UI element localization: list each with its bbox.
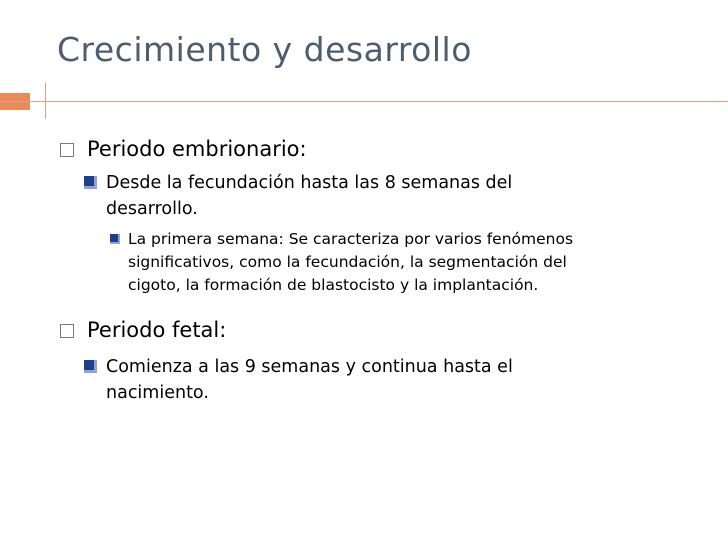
small-square-bullet-icon	[110, 234, 120, 244]
slide-title: Crecimiento y desarrollo	[57, 30, 472, 69]
bullet-item-level3	[110, 228, 573, 297]
bullet-item-level2	[84, 354, 513, 406]
bullet-item-level2	[84, 170, 512, 222]
bullet-text: Periodo embrionario:	[87, 137, 307, 161]
bullet-item-level1	[60, 135, 307, 163]
bullet-text: Desde la fecundación hasta las 8 semanas del desarrollo.	[106, 173, 513, 219]
filled-square-bullet-icon	[84, 360, 97, 373]
filled-square-bullet-icon	[84, 176, 97, 189]
hollow-square-bullet-icon	[60, 143, 74, 157]
bullet-text: Comienza a las 9 semanas y continua hasta el nacimiento.	[106, 357, 513, 403]
bullet-text: Periodo fetal:	[87, 318, 227, 342]
bullet-text: La primera semana: Se caracteriza por varios fenómenos significativos, como la fecundación, la segmentación del cigoto, la formación de blastocisto y la implantación.	[128, 230, 574, 294]
bullet-item-level1	[60, 316, 226, 344]
hollow-square-bullet-icon	[60, 324, 74, 338]
